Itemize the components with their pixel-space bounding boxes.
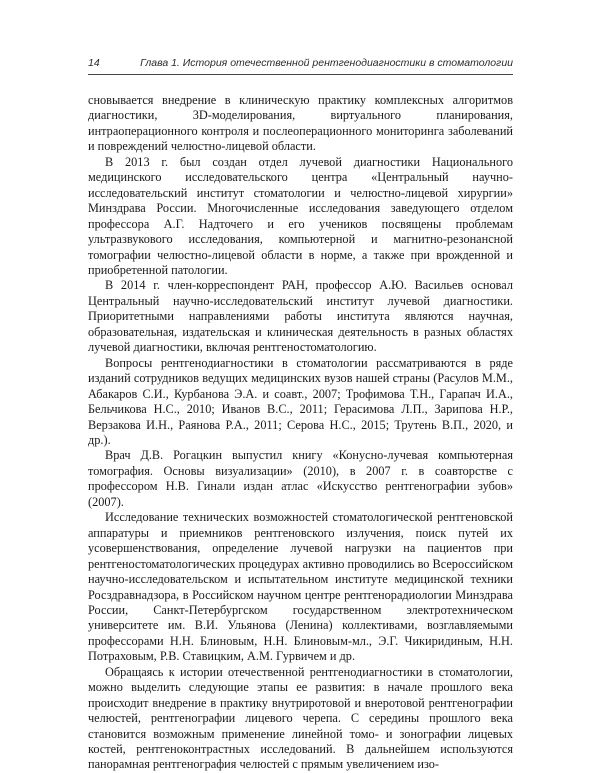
paragraph-2: В 2013 г. был создан отдел лучевой диагностики Национального медицинского исследовательского центра «Центральный научно-исследовательский институт стоматологии и челюстно-лицевой хирургии» Минздрава России. Многочисленные исследования заведующего отделом профессора А.Г. Надточего и его учеников посвящены проблемам ультразвукового исследования, компьютерной и магнитно-резонансной томографии челюстно-лицевой области в норме, а также при врожденной и приобретенной патологии. [88, 154, 513, 277]
paragraph-5: Врач Д.В. Рогацкин выпустил книгу «Конусно-лучевая компьютерная томография. Основы визуализации» (2010), в 2007 г. в соавторстве с профессором Н.В. Гинали издан атлас «Искусство рентгенографии зубов» (2007). [88, 448, 513, 509]
paragraph-6: Исследование технических возможностей стоматологической рентгеновской аппаратуры и приемников рентгеновского излучения, поиск путей их усовершенствования, определение лучевой нагрузки на пациентов при рентгеностоматологических процедурах активно проводились во Всероссийском научно-исследовательском и испытательном институте медицинской техники Росздравнадзора, в Российском научном центре рентгенорадиологии Минздрава России, Санкт-Петербургском государственном электротехническом университете им. В.И. Ульянова (Ленина) коллективами, возглавляемыми профессорами Н.Н. Блиновым, Н.Н. Блиновым-мл., Э.Г. Чикиридиным, Н.Н. Потраховым, Р.В. Ставицким, А.М. Гурвичем и др. [88, 510, 513, 664]
running-header [88, 57, 513, 73]
paragraph-4: Вопросы рентгенодиагностики в стоматологии рассматриваются в ряде изданий сотрудников ведущих медицинских вузов нашей страны (Расулов М.М., Абакаров С.И., Курбанова Э.А. и соавт., 2007; Трофимова Т.Н., Гарапач И.А., Бельчикова Н.С., 2010; Иванов В.С., 2011; Герасимова Л.П., Зарипова Н.Р., Верзакова И.Н., Раянова Р.А., 2011; Серова Н.С., 2015; Трутень В.П., 2020, и др.). [88, 355, 513, 447]
page-number: 14 [88, 57, 100, 69]
paragraph-3: В 2014 г. член-корреспондент РАН, профессор А.Ю. Васильев основал Центральный научно-исследовательский институт лучевой диагностики. Приоритетными направлениями работы института являются научная, образовательная, издательская и клиническая деятельность в разных областях лучевой диагностики, включая рентгеностоматологию. [88, 278, 513, 355]
chapter-running-title: Глава 1. История отечественной рентгенодиагностики в стоматологии [140, 57, 513, 69]
paragraph-7: Обращаясь к истории отечественной рентгенодиагностики в стоматологии, можно выделить следующие этапы ее развития: в начале прошлого века происходит внедрение в практику внутриротовой и внеротовой рентгенографии челюстей, рентгенографии лицевого черепа. С середины прошлого века становится возможным применение линейной томо- и зонографии лицевых костей, рентгеноконтрастных исследований. В дальнейшем используются панорамная рентгенография челюстей с прямым увеличением изо- [88, 664, 513, 772]
body-text [88, 93, 513, 773]
header-divider [88, 74, 513, 75]
paragraph-1: сновывается внедрение в клиническую практику комплексных алгоритмов диагностики, 3D-моделирования, виртуального планирования, интраоперационного контроля и послеоперационного мониторинга заболеваний и повреждений челюстно-лицевой области. [88, 93, 513, 154]
